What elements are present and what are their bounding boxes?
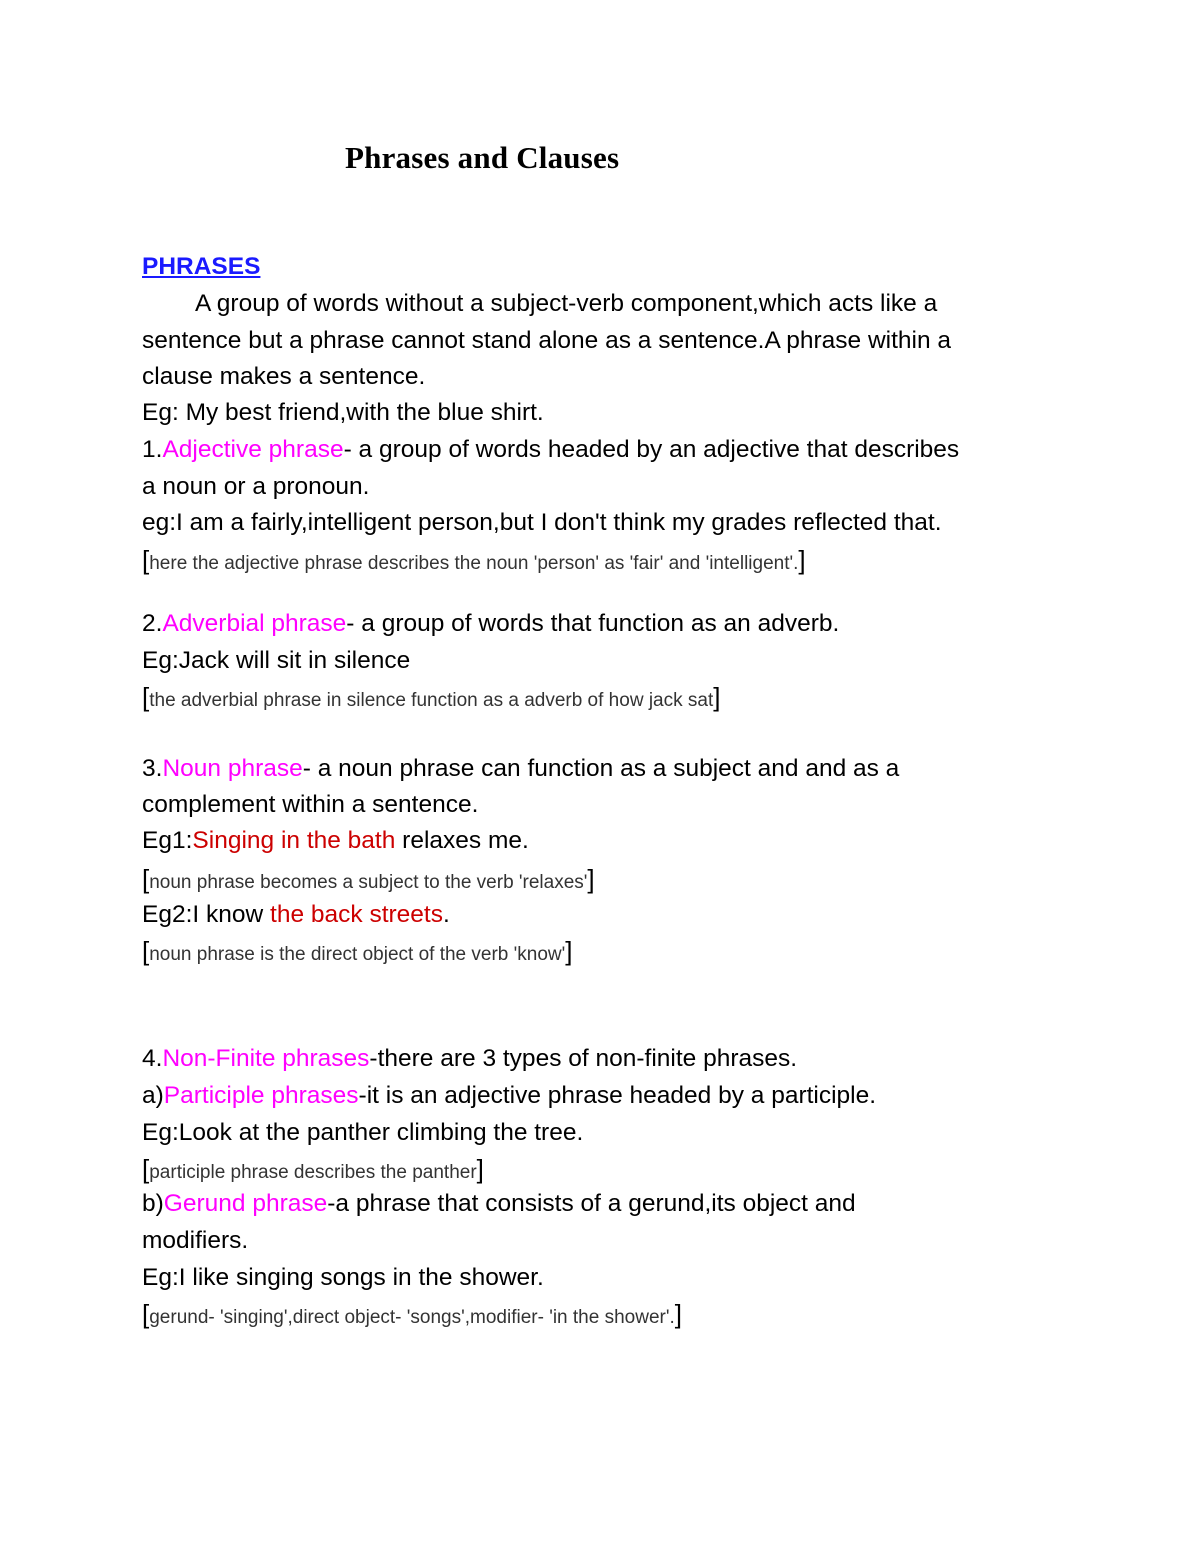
noun-eg2-suffix: . [442,901,450,928]
adverbial-def: - a group of words that function as an adverb. [346,610,840,637]
gerund-definition-line-1 [142,1189,856,1219]
adjective-term: Adjective phrase [162,436,344,463]
intro-example: Eg: My best friend,with the blue shirt. [142,399,544,426]
gerund-number: b) [142,1190,164,1217]
gerund-term: Gerund phrase [163,1190,328,1217]
adverbial-number: 2. [142,610,163,637]
gerund-definition-line-2: modifiers. [142,1227,249,1254]
noun-eg2-prefix: Eg2:I know [142,901,271,928]
participle-example: Eg:Look at the panther climbing the tree. [142,1119,584,1146]
nonfinite-def: -there are 3 types of non-finite phrases. [369,1045,798,1072]
intro-line-2: sentence but a phrase cannot stand alone as a sentence.A phrase within a [142,327,952,354]
gerund-note-text: gerund- 'singing',direct object- 'songs',modifier- 'in the shower'. [149,1307,675,1328]
noun-def-1: - a noun phrase can function as a subject and and as a [302,755,900,782]
gerund-def-1: -a phrase that consists of a gerund,its object and [327,1190,856,1217]
bracket-open: [ [142,545,150,575]
adjective-definition-line-1 [142,435,959,465]
noun-number: 3. [142,755,163,782]
adverbial-definition [142,609,839,639]
noun-note-2-text: noun phrase is the direct object of the verb 'know' [149,944,566,965]
adverbial-note-text: the adverbial phrase in silence function as a adverb of how jack sat [149,690,714,711]
adjective-example: eg:I am a fairly,intelligent person,but I don't think my grades reflected that. [142,509,942,536]
nonfinite-number: 4. [142,1045,163,1072]
adverbial-note [142,684,720,714]
bracket-open: [ [142,1154,150,1184]
adjective-definition-line-2: a noun or a pronoun. [142,473,370,500]
noun-note-1 [142,866,595,896]
bracket-open: [ [142,936,150,966]
noun-example-2 [142,900,450,930]
noun-term: Noun phrase [162,755,303,782]
bracket-close: ] [713,682,721,712]
noun-note-2 [142,938,572,968]
adjective-def-1: - a group of words headed by an adjective that describes [343,436,960,463]
nonfinite-definition [142,1044,797,1074]
participle-note-text: participle phrase describes the panther [149,1162,477,1183]
participle-def: -it is an adjective phrase headed by a participle. [358,1082,877,1109]
gerund-example: Eg:I like singing songs in the shower. [142,1264,544,1291]
bracket-open: [ [142,682,150,712]
bracket-open: [ [142,1299,150,1329]
noun-example-1 [142,826,529,856]
noun-eg2-highlight: the back streets [270,901,443,928]
bracket-close: ] [798,545,806,575]
noun-definition-line-2: complement within a sentence. [142,791,479,818]
bracket-close: ] [587,864,595,894]
section-heading-phrases: PHRASES [142,253,261,280]
participle-note [142,1156,484,1186]
bracket-close: ] [565,936,573,966]
nonfinite-term: Non-Finite phrases [162,1045,370,1072]
bracket-close: ] [674,1299,682,1329]
participle-term: Participle phrases [163,1082,359,1109]
adjective-number: 1. [142,436,163,463]
intro-line-3: clause makes a sentence. [142,363,426,390]
page-title: Phrases and Clauses [345,140,620,175]
noun-eg1-suffix: relaxes me. [395,827,529,854]
noun-note-1-text: noun phrase becomes a subject to the verb 'relaxes' [149,872,588,893]
participle-number: a) [142,1082,164,1109]
bracket-open: [ [142,864,150,894]
bracket-close: ] [476,1154,484,1184]
noun-eg1-highlight: Singing in the bath [192,827,396,854]
adverbial-example: Eg:Jack will sit in silence [142,647,411,674]
intro-line-1: A group of words without a subject-verb component,which acts like a [195,290,938,317]
noun-definition-line-1 [142,754,899,784]
adjective-note-text: here the adjective phrase describes the noun 'person' as 'fair' and 'intelligent'. [149,553,799,574]
gerund-note [142,1301,682,1331]
adjective-note [142,547,806,577]
participle-definition [142,1081,876,1111]
adverbial-term: Adverbial phrase [162,610,347,637]
noun-eg1-prefix: Eg1: [142,827,193,854]
